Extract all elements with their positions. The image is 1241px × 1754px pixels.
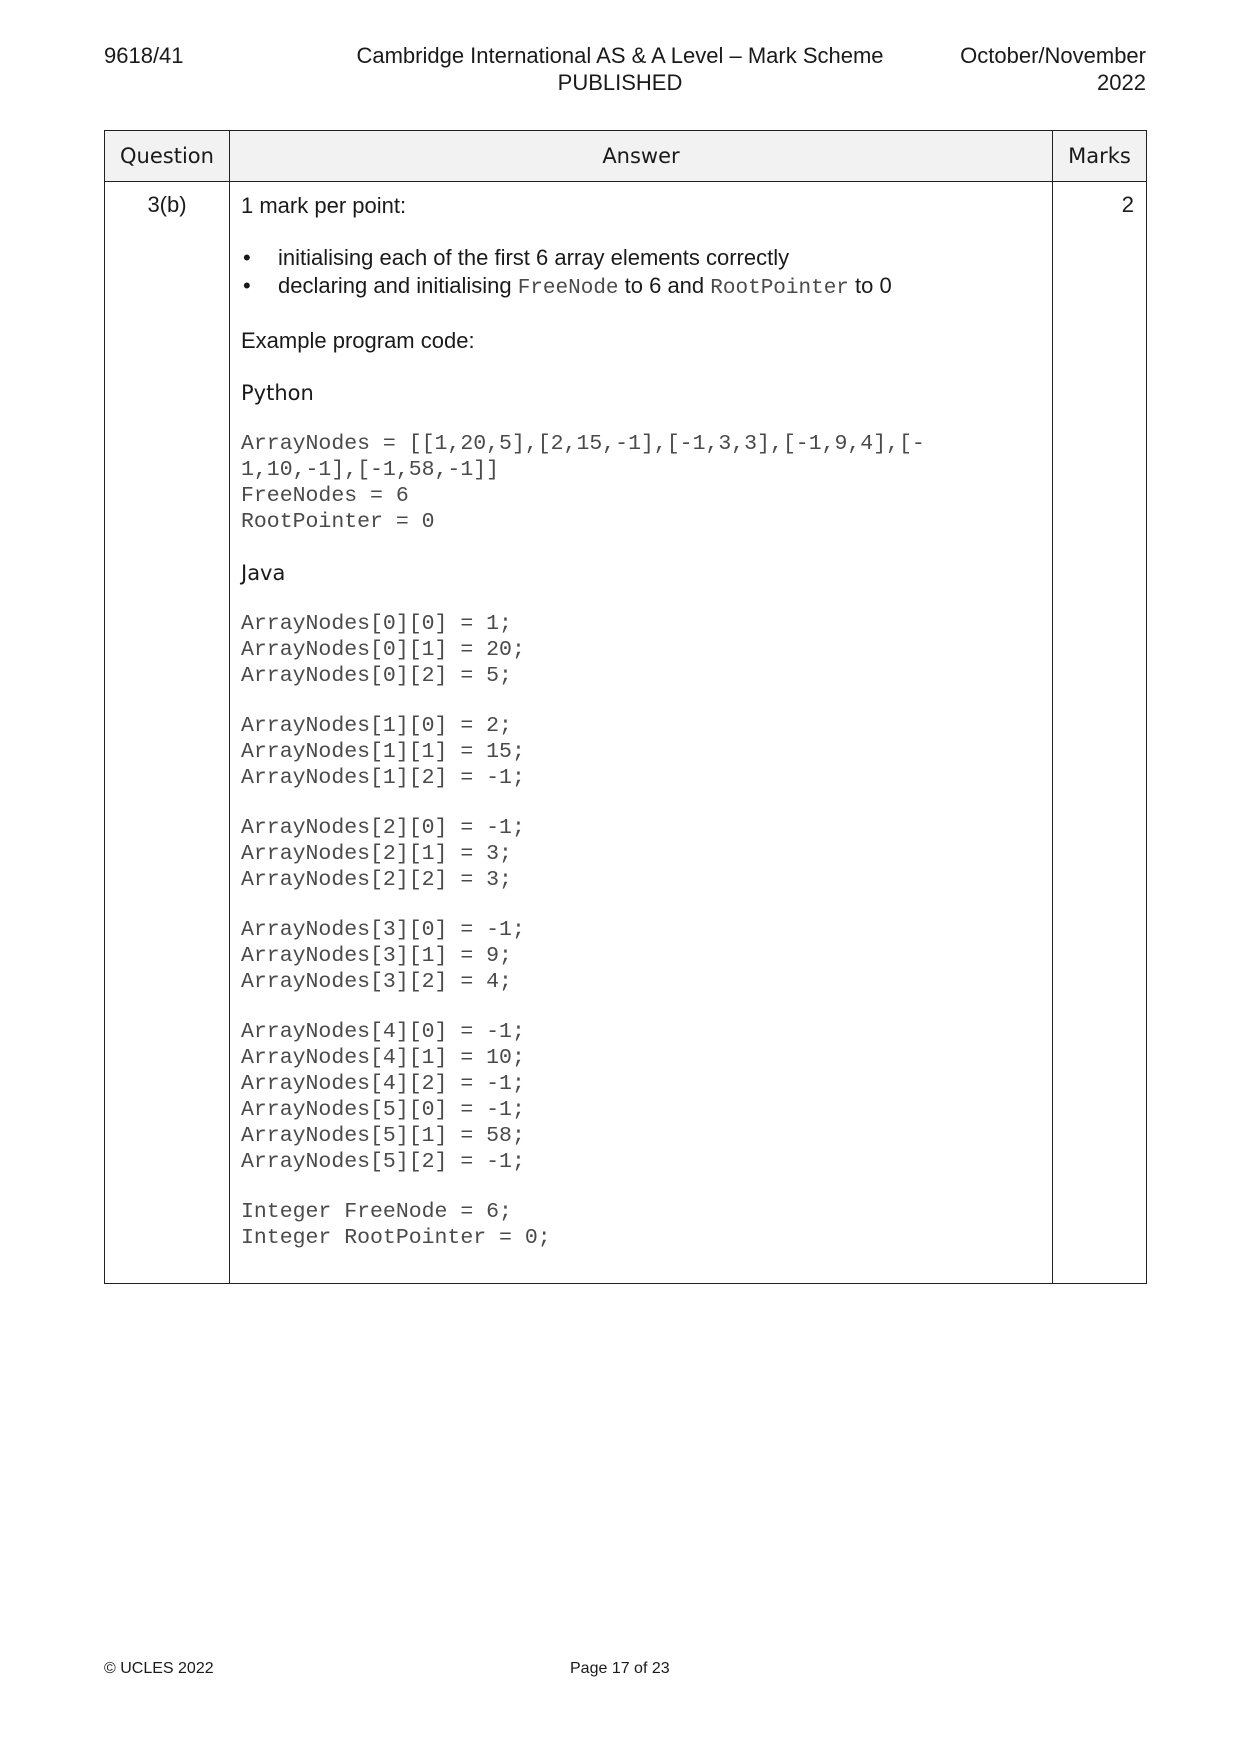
java-heading: Java [241, 561, 286, 585]
document-title [330, 42, 910, 96]
title-line-1: Cambridge International AS & A Level – Mark Scheme [356, 43, 884, 68]
answer-cell [230, 182, 1053, 1284]
table-header-row [105, 131, 1147, 182]
session-line-1: October/November [960, 43, 1146, 68]
java-code-block: ArrayNodes[1][0] = 2; ArrayNodes[1][1] = 15; ArrayNodes[1][2] = -1; [241, 714, 525, 790]
inline-code: RootPointer [710, 277, 849, 300]
column-header-answer: Answer [230, 131, 1053, 182]
java-code-block: ArrayNodes[2][0] = -1; ArrayNodes[2][1] = 3; ArrayNodes[2][2] = 3; [241, 816, 525, 892]
table-row [105, 182, 1147, 1284]
mark-scheme-table [104, 130, 1147, 1284]
marks-value: 2 [1053, 182, 1147, 1284]
page-number: Page 17 of 23 [570, 1660, 670, 1677]
inline-code: FreeNode [517, 277, 619, 300]
java-code-block: ArrayNodes[3][0] = -1; ArrayNodes[3][1] = 9; ArrayNodes[3][2] = 4; [241, 918, 525, 994]
bullet-icon: • [243, 273, 251, 298]
python-code-block: ArrayNodes = [[1,20,5],[2,15,-1],[-1,3,3],[-1,9,4],[- 1,10,-1],[-1,58,-1]] FreeNodes = 6 RootPointer = 0 [241, 432, 925, 534]
column-header-marks: Marks [1053, 131, 1147, 182]
paper-code: 9618/41 [104, 43, 184, 68]
column-header-question: Question [105, 131, 230, 182]
bullet-icon: • [243, 245, 251, 270]
marking-intro: 1 mark per point: [241, 193, 407, 218]
java-code-block: ArrayNodes[0][0] = 1; ArrayNodes[0][1] = 20; ArrayNodes[0][2] = 5; [241, 612, 525, 688]
java-code-block: Integer FreeNode = 6; Integer RootPointer = 0; [241, 1200, 551, 1250]
session-line-2: 2022 [1097, 70, 1146, 95]
question-number: 3(b) [105, 182, 230, 1284]
exam-session [960, 42, 1146, 96]
python-heading: Python [241, 381, 314, 405]
title-line-2: PUBLISHED [557, 70, 683, 95]
list-item: • initialising each of the first 6 array elements correctly [243, 245, 790, 270]
java-code-block: ArrayNodes[4][0] = -1; ArrayNodes[4][1] = 10; ArrayNodes[4][2] = -1; ArrayNodes[5][0] = -1; ArrayNodes[5][1] = 58; ArrayNodes[5][2] = -1; [241, 1020, 525, 1174]
example-label: Example program code: [241, 328, 475, 353]
marking-points [241, 244, 1040, 303]
list-item: • declaring and initialising FreeNode to 6 and RootPointer to 0 [243, 273, 892, 300]
copyright-notice: © UCLES 2022 [104, 1660, 214, 1677]
